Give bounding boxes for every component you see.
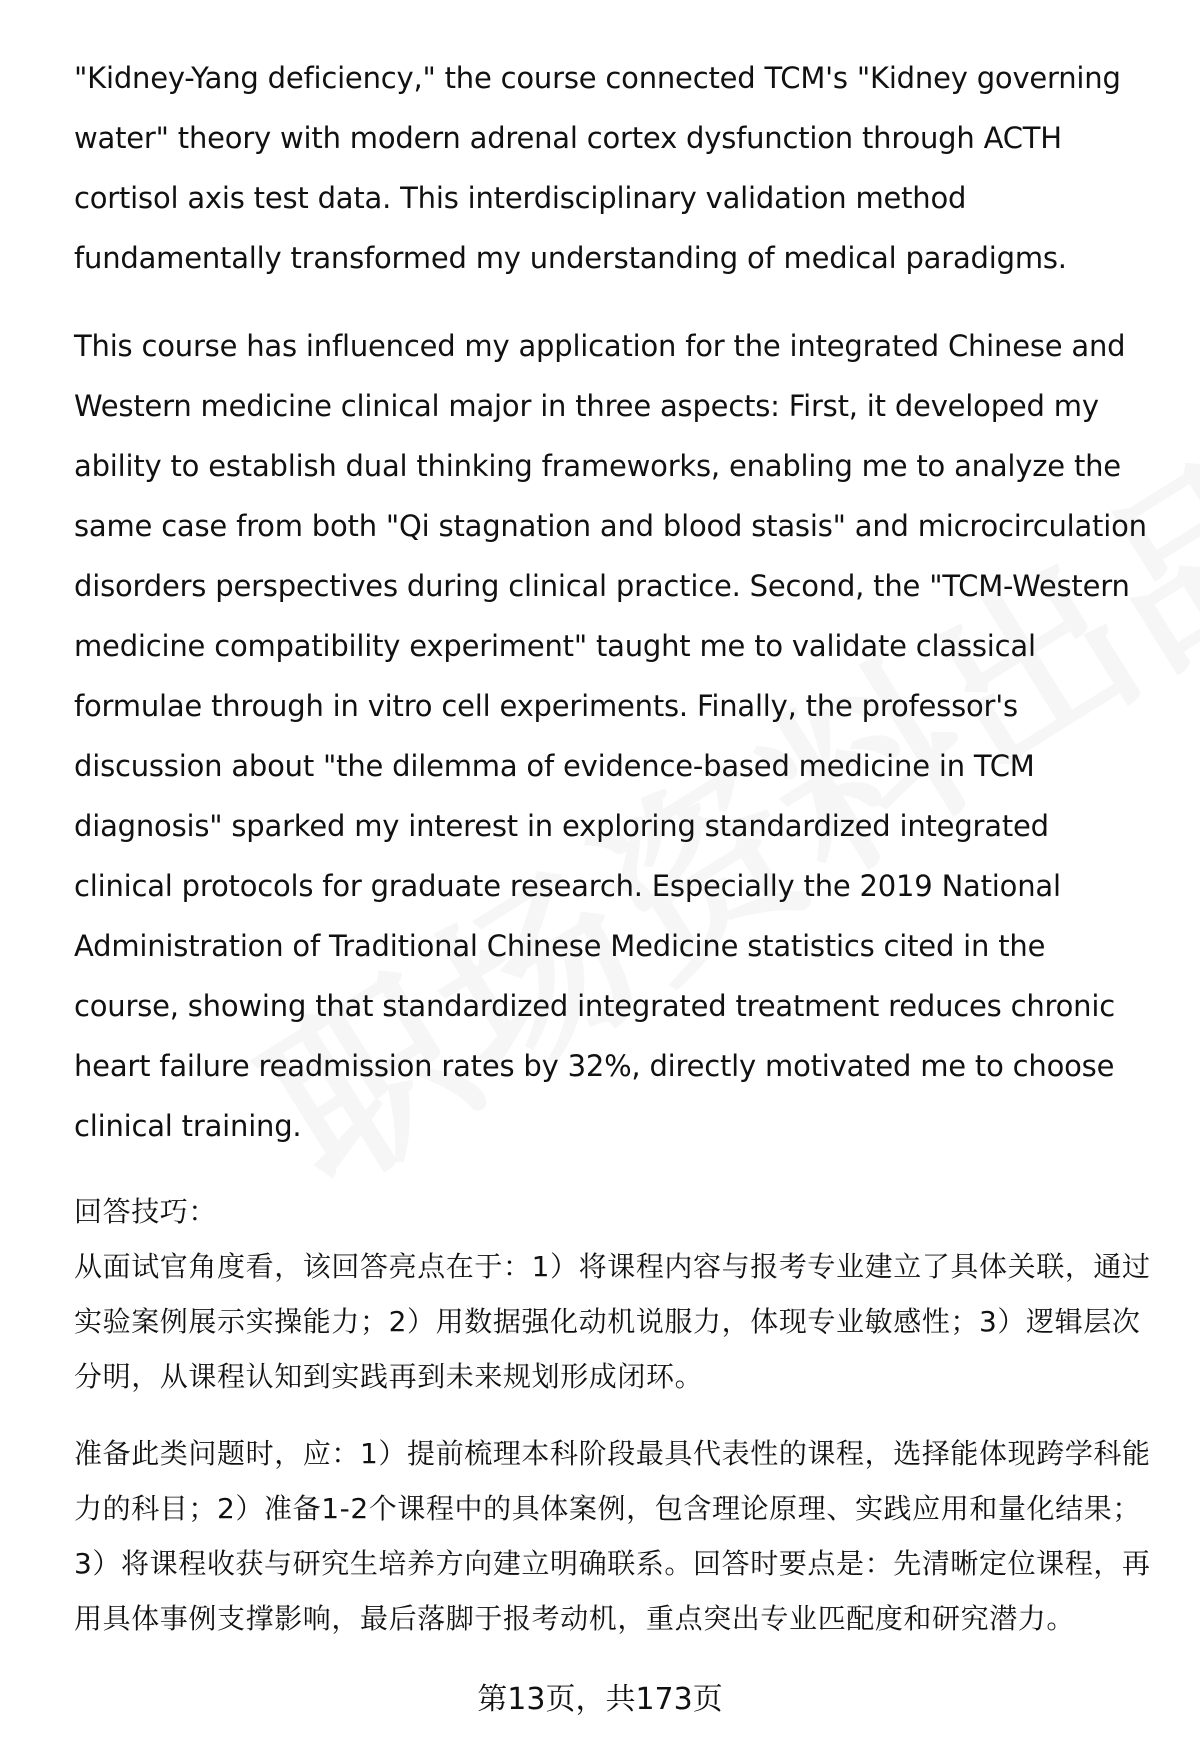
tips-preparation: 准备此类问题时，应：1）提前梳理本科阶段最具代表性的课程，选择能体现跨学科能力的科目；2）准备1-2个课程中的具体案例，包含理论原理、实践应用和量化结果；3）将课程收获与研究生培养方向建立明确联系。回答时要点是：先清晰定位课程，再用具体事例支撑影响，最后落脚于报考动机，重点突出专业匹配度和研究潜力。 <box>74 1437 1151 1635</box>
tips-heading: 回答技巧： <box>74 1195 218 1228</box>
body-paragraph-1: "Kidney-Yang deficiency," the course connected TCM's "Kidney governing water" theory with modern adrenal cortex dysfunction through ACTH cortisol axis test data. This interdisciplinary validation method fundamentally transformed my understanding of medical paradigms. <box>74 61 1121 275</box>
document-body <box>74 48 1154 1646</box>
body-paragraph-2: This course has influenced my application for the integrated Chinese and Western medicine clinical major in three aspects: First, it developed my ability to establish dual thinking frameworks, enabling me to analyze the same case from both "Qi stagnation and blood stasis" and microcirculation disorders perspectives during clinical practice. Second, the "TCM-Western medicine compatibility experiment" taught me to validate classical formulae through in vitro cell experiments. Finally, the professor's discussion about "the dilemma of evidence-based medicine in TCM diagnosis" sparked my interest in exploring standardized integrated clinical protocols for graduate research. Especially the 2019 National Administration of Traditional Chinese Medicine statistics cited in the course, showing that standardized integrated treatment reduces chronic heart failure readmission rates by 32%, directly motivated me to choose clinical training. <box>74 329 1147 1143</box>
tips-body: 从面试官角度看，该回答亮点在于：1）将课程内容与报考专业建立了具体关联，通过实验案例展示实操能力；2）用数据强化动机说服力，体现专业敏感性；3）逻辑层次分明，从课程认知到实践再到未来规划形成闭环。 <box>74 1250 1151 1393</box>
page-number: 第13页，共173页 <box>477 1682 723 1717</box>
